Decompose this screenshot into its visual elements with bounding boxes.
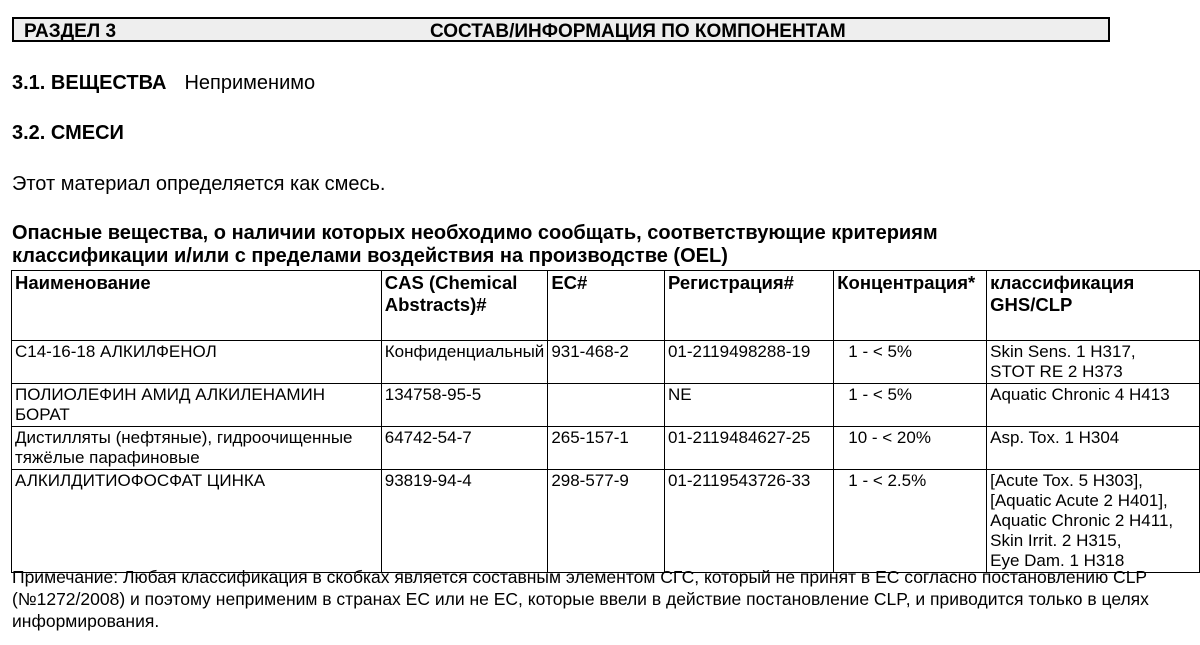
cell-cas: 64742-54-7 — [381, 427, 548, 470]
cell-concentration: 10 - < 20% — [834, 427, 987, 470]
section-header-bar — [12, 17, 1110, 42]
mixtures-heading: 3.2. СМЕСИ — [12, 122, 124, 144]
classification-line: Skin Sens. 1 H317, — [990, 342, 1136, 361]
hazardous-heading-line-2: классификации и/или с пределами воздействия на производстве (OEL) — [12, 245, 728, 267]
table-row — [12, 341, 1200, 384]
col-header-registration: Регистрация# — [664, 271, 833, 341]
classification-line: Asp. Tox. 1 H304 — [990, 428, 1120, 447]
hazardous-substances-heading — [12, 222, 1132, 268]
cell-name: АЛКИЛДИТИОФОСФАТ ЦИНКА — [12, 470, 382, 573]
mixture-description: Этот материал определяется как смесь. — [12, 173, 386, 195]
substances-value: Неприменимо — [184, 72, 316, 94]
cell-concentration: 1 - < 5% — [834, 384, 987, 427]
col-header-cas: CAS (Chemical Abstracts)# — [381, 271, 548, 341]
col-header-ec: EC# — [548, 271, 665, 341]
classification-line: STOT RE 2 H373 — [990, 362, 1123, 381]
hazardous-heading-line-1: Опасные вещества, о наличии которых необходимо сообщать, соответствующие критериям — [12, 222, 938, 244]
section-number: РАЗДЕЛ 3 — [24, 21, 117, 42]
table-header-row — [12, 271, 1200, 341]
cell-classification — [987, 341, 1200, 384]
classification-line: [Acute Tox. 5 H303], — [990, 471, 1143, 490]
cell-registration: 01-2119498288-19 — [664, 341, 833, 384]
cell-name: ПОЛИОЛЕФИН АМИД АЛКИЛЕНАМИН БОРАТ — [12, 384, 382, 427]
cell-registration: NE — [664, 384, 833, 427]
cell-name: C14-16-18 АЛКИЛФЕНОЛ — [12, 341, 382, 384]
cell-cas: 134758-95-5 — [381, 384, 548, 427]
cell-concentration: 1 - < 2.5% — [834, 470, 987, 573]
cell-registration: 01-2119543726-33 — [664, 470, 833, 573]
classification-line: Skin Irrit. 2 H315, — [990, 531, 1122, 550]
cell-classification — [987, 470, 1200, 573]
col-header-concentration: Концентрация* — [834, 271, 987, 341]
table-row — [12, 470, 1200, 573]
cell-ec: 931-468-2 — [548, 341, 665, 384]
cell-ec: 298-577-9 — [548, 470, 665, 573]
classification-line: [Aquatic Acute 2 H401], — [990, 491, 1168, 510]
cell-concentration: 1 - < 5% — [834, 341, 987, 384]
cell-classification — [987, 427, 1200, 470]
table-row — [12, 427, 1200, 470]
cell-classification — [987, 384, 1200, 427]
cell-name: Дистилляты (нефтяные), гидроочищенные тяжёлые парафиновые — [12, 427, 382, 470]
substances-line — [12, 72, 315, 95]
components-table — [11, 270, 1200, 573]
classification-line: Eye Dam. 1 H318 — [990, 551, 1125, 570]
section-title: СОСТАВ/ИНФОРМАЦИЯ ПО КОМПОНЕНТАМ — [430, 21, 846, 42]
substances-heading: 3.1. ВЕЩЕСТВА — [12, 72, 167, 94]
cell-ec — [548, 384, 665, 427]
cell-cas: Конфиденциальный — [381, 341, 548, 384]
cell-registration: 01-2119484627-25 — [664, 427, 833, 470]
cell-ec: 265-157-1 — [548, 427, 665, 470]
col-header-classification: классификация GHS/CLP — [987, 271, 1200, 341]
classification-line: Aquatic Chronic 4 H413 — [990, 385, 1170, 404]
col-header-name: Наименование — [12, 271, 382, 341]
cell-cas: 93819-94-4 — [381, 470, 548, 573]
classification-line: Aquatic Chronic 2 H411, — [990, 511, 1174, 530]
table-row — [12, 384, 1200, 427]
footnote: Примечание: Любая классификация в скобках является составным элементом СГС, который не принят в ЕС согласно постановлению CLP (№1272/2008) и поэтому неприменим в странах ЕС или не ЕС, которые ввели в действие постановление CLP, и приводится только в целях информирования. — [12, 567, 1149, 631]
